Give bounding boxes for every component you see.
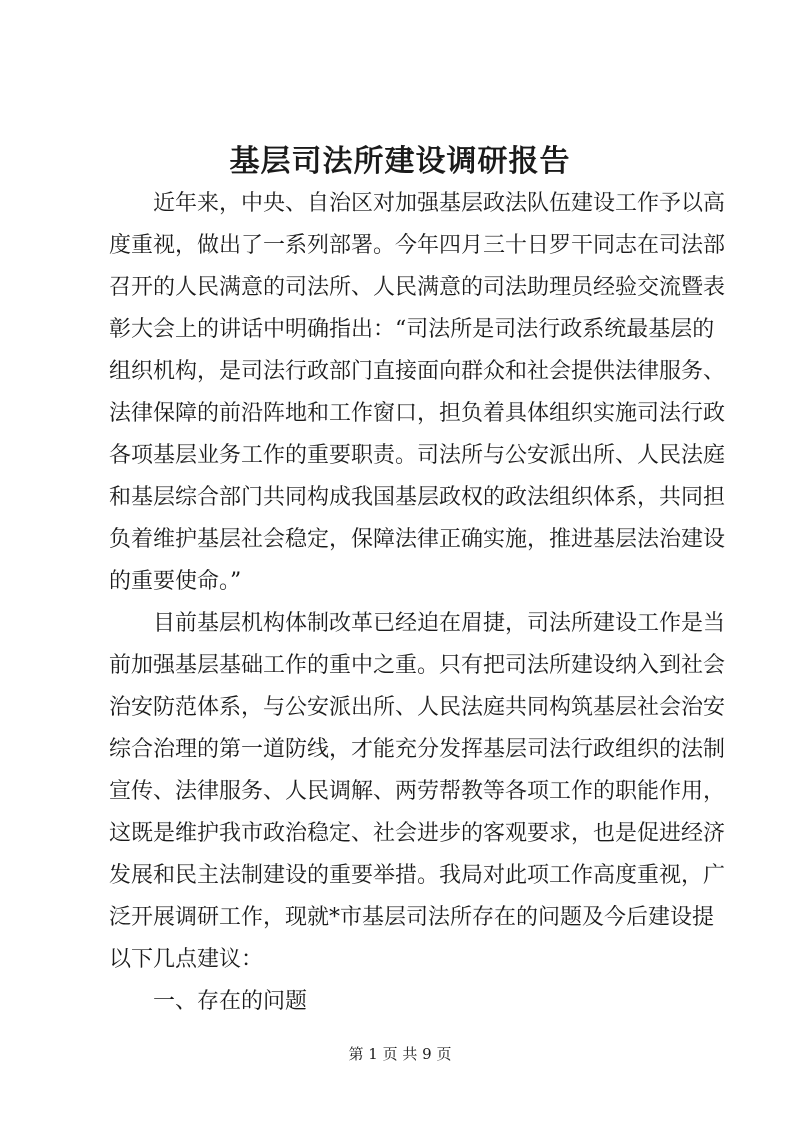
body-line: 综合治理的第一道防线，才能充分发挥基层司法行政组织的法制 — [109, 737, 726, 762]
section-heading: 一、存在的问题 — [153, 989, 308, 1014]
body-line: 治安防范体系，与公安派出所、人民法庭共同构筑基层社会治安 — [109, 695, 726, 720]
body-line: 前加强基层基础工作的重中之重。只有把司法所建设纳入到社会 — [109, 653, 726, 678]
body-line: 彰大会上的讲话中明确指出：“司法所是司法行政系统最基层的 — [109, 317, 715, 342]
body-line: 近年来，中央、自治区对加强基层政法队伍建设工作予以高 — [153, 191, 726, 216]
body-line: 这既是维护我市政治稳定、社会进步的客观要求，也是促进经济 — [109, 821, 726, 846]
document-title: 基层司法所建设调研报告 — [229, 144, 571, 179]
page-footer: 第 1 页 共 9 页 — [348, 1045, 452, 1063]
body-line: 和基层综合部门共同构成我国基层政权的政法组织体系，共同担 — [109, 485, 726, 510]
body-line: 召开的人民满意的司法所、人民满意的司法助理员经验交流暨表 — [109, 275, 726, 300]
body-line: 法律保障的前沿阵地和工作窗口，担负着具体组织实施司法行政 — [109, 401, 726, 426]
body-line: 负着维护基层社会稳定，保障法律正确实施，推进基层法治建设 — [109, 527, 726, 552]
body-line: 泛开展调研工作，现就*市基层司法所存在的问题及今后建设提 — [109, 905, 715, 930]
body-line: 目前基层机构体制改革已经迫在眉捷，司法所建设工作是当 — [153, 611, 726, 636]
body-line: 以下几点建议： — [109, 947, 264, 972]
body-line: 的重要使命。” — [109, 569, 242, 594]
body-line: 组织机构，是司法行政部门直接面向群众和社会提供法律服务、 — [109, 359, 726, 384]
body-line: 各项基层业务工作的重要职责。司法所与公安派出所、人民法庭 — [109, 443, 726, 468]
body-line: 宣传、法律服务、人民调解、两劳帮教等各项工作的职能作用， — [109, 779, 726, 804]
body-line: 度重视，做出了一系列部署。今年四月三十日罗干同志在司法部 — [109, 233, 726, 258]
body-line: 发展和民主法制建设的重要举措。我局对此项工作高度重视，广 — [109, 863, 726, 888]
